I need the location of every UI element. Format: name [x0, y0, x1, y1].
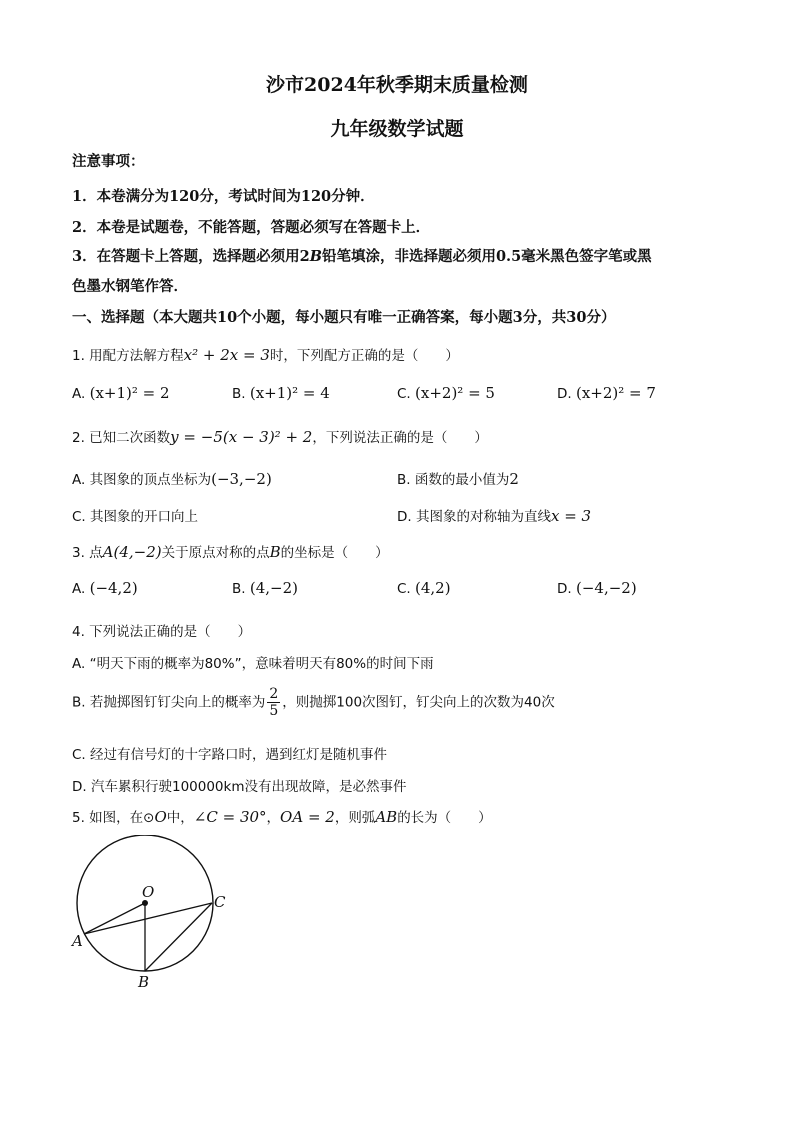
question-1-option-d	[557, 384, 656, 402]
label-a: A	[72, 932, 83, 950]
note-3	[72, 245, 652, 266]
option-label: B.	[232, 386, 246, 402]
section-heading: 一、选择题（本大题共10个小题，每小题只有唯一正确答案，每小题3分，共30分）	[72, 309, 616, 326]
question-1-stem	[72, 344, 459, 364]
option-text: B. 函数的最小值为	[397, 472, 510, 488]
question-3-post: 的坐标是（ ）	[280, 545, 389, 561]
question-2-option-c: C. 其图象的开口向上	[72, 509, 199, 525]
question-1-option-a	[72, 384, 170, 402]
question-3-stem	[72, 541, 389, 561]
question-2-option-b	[397, 468, 519, 488]
option-math: (x+1)² = 4	[249, 384, 330, 402]
question-5-mid3: ，则弧	[334, 810, 376, 826]
label-b: B	[138, 973, 150, 991]
option-math: (x+2)² = 7	[575, 384, 656, 402]
circle-figure	[60, 835, 240, 995]
question-5-mid1: 中，	[166, 810, 194, 826]
question-5-oa: OA = 2	[280, 808, 335, 826]
segment-bc	[145, 903, 212, 971]
question-1-option-c	[397, 384, 495, 402]
option-math: (−3,−2)	[211, 470, 272, 488]
note-3-part1: 3．在答题卡上答题，选择题必须用2	[72, 248, 310, 265]
option-math: (−4,2)	[89, 579, 138, 597]
option-label: C.	[397, 386, 411, 402]
fraction-numerator: 2	[269, 686, 279, 702]
note-1: 1．本卷满分为120分，考试时间为120分钟．	[72, 188, 375, 205]
note-3-continued: 色墨水钢笔作答．	[72, 278, 188, 295]
question-3-option-a	[72, 579, 138, 597]
question-3-option-d	[557, 579, 637, 597]
option-label: D.	[557, 386, 572, 402]
question-3-point-a: A(4,−2)	[102, 543, 162, 561]
question-4-option-a: A. “明天下雨的概率为80%”，意味着明天有80%的时间下雨	[72, 656, 434, 672]
option-label: B.	[232, 581, 246, 597]
option-text: ，则抛掷100次图钉，钉尖向上的次数为40次	[282, 694, 555, 711]
fraction	[267, 686, 280, 719]
question-5-arc-ab: AB	[375, 808, 398, 826]
question-5-mid2: ，	[266, 810, 281, 826]
option-label: A.	[72, 581, 86, 597]
question-5-post: 的长为（ ）	[397, 810, 492, 826]
question-1-pre: 1. 用配方法解方程	[72, 348, 184, 364]
option-text: A. 其图象的顶点坐标为	[72, 472, 212, 488]
option-math: x = 3	[550, 507, 592, 525]
question-3-point-b: B	[269, 543, 281, 561]
question-5-pre: 5. 如图，在⊙	[72, 810, 155, 826]
question-5-angle: ∠C = 30°	[193, 808, 267, 826]
option-math: 2	[509, 470, 519, 488]
note-2: 2．本卷是试题卷，不能答题，答题必须写在答题卡上．	[72, 219, 431, 236]
option-math: (x+2)² = 5	[415, 384, 495, 402]
segment-ac	[84, 903, 212, 934]
option-label: C.	[397, 581, 411, 597]
question-2-post: ，下列说法正确的是（ ）	[312, 430, 488, 446]
question-4-option-b	[72, 686, 555, 719]
question-1-post: 时，下列配方正确的是（ ）	[269, 348, 459, 364]
question-2-option-d	[397, 505, 591, 525]
option-math: (x+1)² = 2	[89, 384, 170, 402]
question-5-o: O	[154, 808, 167, 826]
question-2-stem	[72, 426, 488, 446]
question-2-equation: y = −5(x − 3)² + 2	[170, 428, 313, 446]
question-2-pre: 2. 已知二次函数	[72, 430, 171, 446]
question-3-pre: 3. 点	[72, 545, 103, 561]
label-o: O	[142, 883, 155, 901]
option-label: A.	[72, 386, 86, 402]
segment-oa	[84, 903, 145, 934]
question-3-option-c	[397, 579, 451, 597]
question-2-option-a	[72, 468, 272, 488]
option-math: (4,2)	[415, 579, 451, 597]
question-3-mid: 关于原点对称的点	[161, 545, 270, 561]
option-math: (−4,−2)	[575, 579, 637, 597]
note-3-part2: 铅笔填涂，非选择题必须用0.5毫米黑色签字笔或黑	[321, 248, 652, 265]
label-c: C	[214, 893, 226, 911]
notes-heading: 注意事项：	[72, 153, 145, 170]
option-text: B. 若抛掷图钉钉尖向上的概率为	[72, 694, 266, 711]
question-4-option-d: D. 汽车累积行驶100000km没有出现故障，是必然事件	[72, 779, 407, 795]
note-3-b: B	[309, 248, 322, 265]
option-text: D. 其图象的对称轴为直线	[397, 509, 551, 525]
option-label: D.	[557, 581, 572, 597]
option-math: (4,−2)	[249, 579, 298, 597]
question-4-option-c: C. 经过有信号灯的十字路口时，遇到红灯是随机事件	[72, 747, 388, 763]
exam-subtitle: 九年级数学试题	[330, 118, 464, 140]
fraction-denominator: 5	[269, 703, 279, 719]
question-5-stem	[72, 806, 492, 826]
question-4-stem: 4. 下列说法正确的是（ ）	[72, 624, 252, 640]
question-3-option-b	[232, 579, 298, 597]
exam-title: 沙市2024年秋季期末质量检测	[266, 74, 528, 96]
question-1-option-b	[232, 384, 330, 402]
question-1-equation: x² + 2x = 3	[183, 346, 270, 364]
